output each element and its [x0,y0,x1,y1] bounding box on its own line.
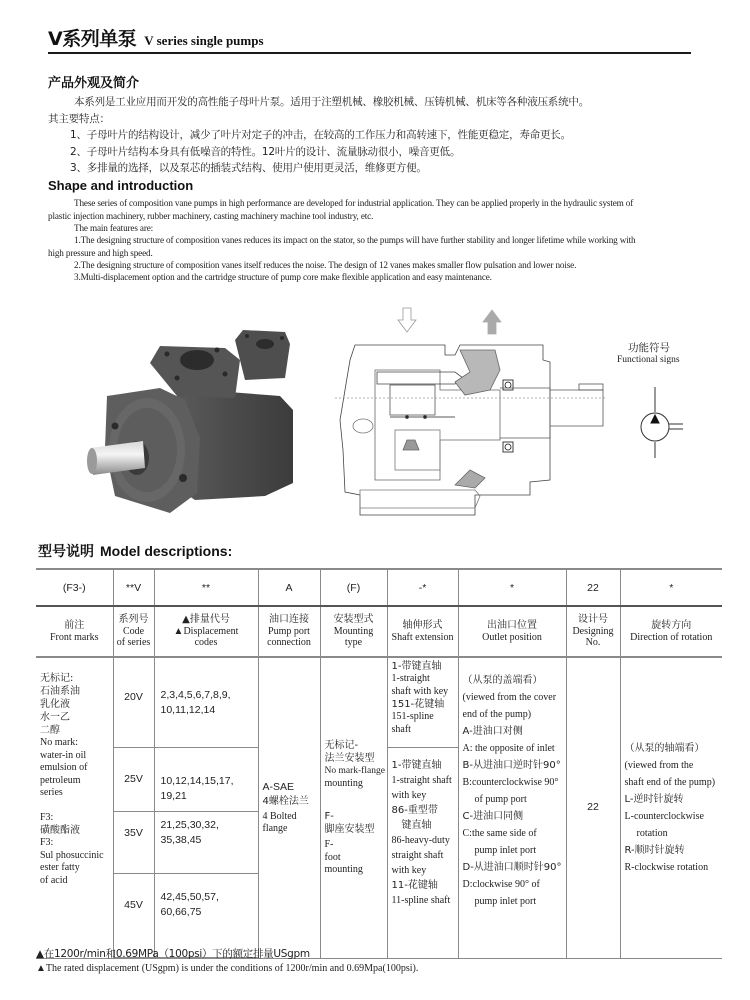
front-marks-cell: 无标记: 石油系油 乳化液 水一乙 二醇 No mark: water-in oil emulsion of petroleum series F3: 磺酸酯液 F3: Sul phosuccinic ester fatty of acid [36,657,113,958]
functional-signs-label-en: Functional signs [617,355,680,365]
displacement-codes-20v: 2,3,4,5,6,7,8,9, 10,11,12,14 [154,657,258,747]
hydraulic-pump-symbol-icon [630,385,690,460]
page-title-en: V series single pumps [144,33,264,48]
header-front-marks: 前注 Front marks [36,606,113,657]
code-row [36,569,722,606]
header-shaft: 轴伸形式 Shaft extension [387,606,458,657]
page-title-cn: V系列单泵 [48,28,137,50]
cross-section-schematic [335,300,605,522]
series-code-35v: 35V [113,811,154,873]
model-descriptions-title [38,541,232,561]
header-outlet: 出油口位置 Outlet position [458,606,566,657]
intro-cn-feature-3: 3、多排量的选择，以及泵芯的插装式结构、使用户使用更灵活，维修更方便。 [70,162,427,174]
rated-displacement-note-cn: ▲在1200r/min和0.69MPa（100psi）下的额定排量USgpm [36,948,310,960]
title-divider [48,52,691,54]
displacement-codes-45v: 42,45,50,57, 60,66,75 [154,873,258,958]
code-port: A [258,569,320,606]
intro-en-features-label: The main features are: [74,223,154,233]
header-row [36,606,722,657]
rotation-direction-cell: （从泵的轴端看） (viewed from the shaft end of the pump) L-逆时针旋转 L-counterclockwise rotation R-顺时针旋转 R-clockwise rotation [620,657,722,958]
series-code-25v: 25V [113,747,154,811]
shaft-extension-20v: 1-带键直轴 1-straight shaft with key 151-花键轴 151-spline shaft [387,657,458,747]
header-rotation: 旋转方向 Direction of rotation [620,606,722,657]
intro-en-feature-1-line1: 1.The designing structure of composition vanes reduces its impact on the stator, so the pumps will have further stability and longer lifetime while working with [74,235,636,245]
header-mounting: 安装型式 Mounting type [320,606,387,657]
intro-cn-heading: 产品外观及简介 [48,76,140,91]
page-title [48,24,264,51]
intro-cn-features-label: 其主要特点： [48,113,110,125]
designing-number-cell: 22 [566,657,620,958]
intro-en-paragraph-line1: These series of composition vane pumps in high performance are developed for industrial application. They can be applied properly in the hydraulic system of [74,198,634,208]
header-displacement: ▲排量代号 ▲Displacement codes [154,606,258,657]
model-title-cn: 型号说明 [38,544,94,560]
shaft-extension-others: 1-带键直轴 1-straight shaft with key 86-重型带 键直轴 86-heavy-duty straight shaft with key 11-花键轴 11-spline shaft [387,747,458,958]
displacement-codes-35v: 21,25,30,32, 35,38,45 [154,811,258,873]
series-code-20v: 20V [113,657,154,747]
code-series: **V [113,569,154,606]
model-code-table [36,568,722,959]
code-displacement: ** [154,569,258,606]
mounting-type-cell: 无标记- 法兰安装型 No mark-flange mounting F- 脚座安装型 F- foot mounting [320,657,387,958]
model-title-en: Model descriptions: [100,543,233,559]
intro-en-heading: Shape and introduction [48,178,194,193]
code-mounting: (F) [320,569,387,606]
port-connection-cell: A-SAE 4螺栓法兰 4 Bolted flange [258,657,320,958]
header-port: 油口连接 Pump port connection [258,606,320,657]
intro-en-feature-1-line2: high pressure and high speed. [48,248,153,258]
code-front-marks: (F3-) [36,569,113,606]
intro-cn-feature-1: 1、子母叶片的结构设计，减少了叶片对定子的冲击，在较高的工作压力和高转速下，性能更稳定，寿命更长。 [70,129,571,141]
functional-signs-label-cn: 功能符号 [628,342,670,354]
code-designing: 22 [566,569,620,606]
header-designing: 设计号 Designing No. [566,606,620,657]
code-outlet: * [458,569,566,606]
displacement-codes-25v: 10,12,14,15,17, 19,21 [154,747,258,811]
code-shaft: -* [387,569,458,606]
intro-en-feature-3: 3.Multi-displacement option and the cartridge structure of pump core make flexible application and easy maintenance. [74,272,492,282]
header-series: 系列号 Code of series [113,606,154,657]
intro-cn-paragraph: 本系列是工业应用而开发的高性能子母叶片泵。适用于注塑机械、橡胶机械、压铸机械、机床等各种液压系统中。 [74,96,589,108]
intro-cn-feature-2: 2、子母叶片结构本身具有低噪音的特性。12叶片的设计、流量脉动很小，噪音更低。 [70,146,461,158]
rated-displacement-note-en: ▲The rated displacement (USgpm) is under the conditions of 1200r/min and 0.69Mpa(100psi). [36,963,419,974]
intro-en-feature-2: 2.The designing structure of composition vanes itself reduces the noise. The design of 12 vanes makes smaller flow pulsation and lower noise. [74,260,577,270]
outlet-position-cell: （从泵的盖端看） (viewed from the cover end of the pump) A-进油口对侧 A: the opposite of inlet B-从进油口逆时针90° B:counterclockwise 90° of pump port C-进油口同侧 C:the same side of pump inlet port D-从进油口顺时针90° D:clockwise 90° of pump inlet port [458,657,566,958]
intro-en-paragraph-line2: plastic injection machinery, rubber machinery, casting machinery machine tool industry, etc. [48,211,374,221]
pump-photo [85,318,305,518]
code-rotation: * [620,569,722,606]
table-row [36,657,722,747]
series-code-45v: 45V [113,873,154,958]
